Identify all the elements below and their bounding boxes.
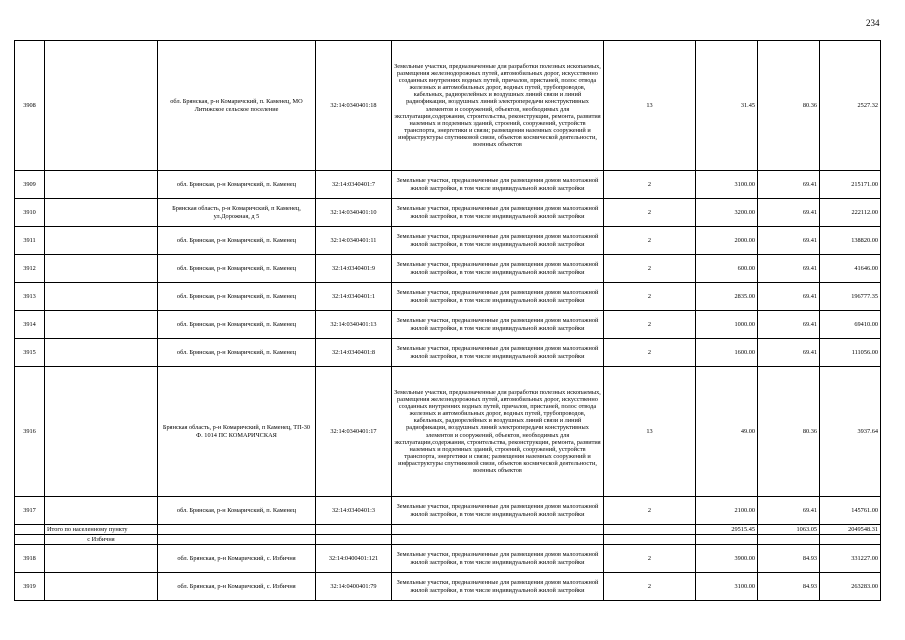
- row-group-code: 2: [604, 171, 696, 199]
- row-locality: [45, 199, 158, 227]
- row-rate: 69.41: [758, 199, 820, 227]
- table-row: [15, 41, 881, 171]
- row-cadastral-value: 215171.00: [820, 171, 881, 199]
- row-cadastral-value: 111056.00: [820, 339, 881, 367]
- row-number: 3908: [15, 41, 45, 171]
- row-area: 3200.00: [696, 199, 758, 227]
- row-area: 2100.00: [696, 497, 758, 525]
- row-rate: 69.41: [758, 497, 820, 525]
- table-row: [15, 283, 881, 311]
- row-land-use: Земельные участки, предназначенные для размещения домов малоэтажной жилой застройки, в том числе индивидуальной жилой застройки: [392, 497, 604, 525]
- row-locality: [45, 227, 158, 255]
- row-cadastral-value: 41646.00: [820, 255, 881, 283]
- table-row: [15, 339, 881, 367]
- row-cadastral-number: 32:14:0400401:121: [316, 545, 392, 573]
- row-area: 3100.00: [696, 171, 758, 199]
- row-rate: 69.41: [758, 339, 820, 367]
- row-address: обл. Брянская, р-н Комаричский, п. Каменец: [158, 339, 316, 367]
- row-land-use: Земельные участки, предназначенные для размещения домов малоэтажной жилой застройки, в том числе индивидуальной жилой застройки: [392, 311, 604, 339]
- row-address: обл. Брянская, р-н Комаричский, с. Избичня: [158, 545, 316, 573]
- row-land-use: Земельные участки, предназначенные для размещения домов малоэтажной жилой застройки, в том числе индивидуальной жилой застройки: [392, 171, 604, 199]
- row-cadastral-number: 32:14:0340401:18: [316, 41, 392, 171]
- row-cadastral-number: 32:14:0340401:7: [316, 171, 392, 199]
- row-rate: 69.41: [758, 227, 820, 255]
- row-group-code: 2: [604, 545, 696, 573]
- table-row: [15, 171, 881, 199]
- page-number: 234: [866, 18, 880, 28]
- row-locality: [45, 573, 158, 601]
- row-area: 1000.00: [696, 311, 758, 339]
- row-rate: 84.93: [758, 573, 820, 601]
- row-number: 3913: [15, 283, 45, 311]
- row-cadastral-value: 2527.32: [820, 41, 881, 171]
- row-land-use: Земельные участки, предназначенные для размещения домов малоэтажной жилой застройки, в том числе индивидуальной жилой застройки: [392, 199, 604, 227]
- row-address: обл. Брянская, р-н Комаричский, п. Каменец: [158, 497, 316, 525]
- table-row: [15, 367, 881, 497]
- row-cadastral-value: 138820.00: [820, 227, 881, 255]
- table-row: [15, 311, 881, 339]
- row-land-use: Земельные участки, предназначенные для размещения домов малоэтажной жилой застройки, в том числе индивидуальной жилой застройки: [392, 255, 604, 283]
- row-area: 2000.00: [696, 227, 758, 255]
- row-area: 2835.00: [696, 283, 758, 311]
- row-rate: 69.41: [758, 171, 820, 199]
- row-address: обл. Брянская, р-н Комаричский, п. Каменец: [158, 171, 316, 199]
- row-number: 3915: [15, 339, 45, 367]
- row-locality: [45, 255, 158, 283]
- row-cadastral-number: 32:14:0340401:3: [316, 497, 392, 525]
- subtotal-area: 29515.45: [696, 525, 758, 535]
- subtotal-rate: 1063.05: [758, 525, 820, 535]
- row-rate: 69.41: [758, 255, 820, 283]
- row-cadastral-number: 32:14:0340401:13: [316, 311, 392, 339]
- row-rate: 69.41: [758, 311, 820, 339]
- subtotal-label: Итого по населенному пункту: [45, 525, 158, 535]
- row-rate: 84.93: [758, 545, 820, 573]
- row-area: 3100.00: [696, 573, 758, 601]
- row-group-code: 2: [604, 339, 696, 367]
- row-cadastral-number: 32:14:0340401:9: [316, 255, 392, 283]
- table-row: [15, 255, 881, 283]
- row-cadastral-value: 145761.00: [820, 497, 881, 525]
- row-number: 3910: [15, 199, 45, 227]
- subtotal-value: 2049548.31: [820, 525, 881, 535]
- row-number: 3918: [15, 545, 45, 573]
- row-cadastral-value: 222112.00: [820, 199, 881, 227]
- row-group-code: 2: [604, 227, 696, 255]
- table-row: [15, 497, 881, 525]
- table-row: [15, 545, 881, 573]
- row-land-use: Земельные участки, предназначенные для размещения домов малоэтажной жилой застройки, в том числе индивидуальной жилой застройки: [392, 545, 604, 573]
- subtotal-row: [15, 525, 881, 535]
- row-locality: [45, 545, 158, 573]
- row-rate: 80.36: [758, 367, 820, 497]
- row-group-code: 2: [604, 283, 696, 311]
- row-address: обл. Брянская, р-н Комаричский, п. Каменец: [158, 227, 316, 255]
- row-group-code: 13: [604, 41, 696, 171]
- row-group-code: 2: [604, 497, 696, 525]
- row-number: 3919: [15, 573, 45, 601]
- row-rate: 80.36: [758, 41, 820, 171]
- row-address: обл. Брянская, р-н Комаричский, с. Избичня: [158, 573, 316, 601]
- row-group-code: 2: [604, 573, 696, 601]
- row-area: 600.00: [696, 255, 758, 283]
- row-cadastral-number: 32:14:0400401:79: [316, 573, 392, 601]
- table-row: [15, 199, 881, 227]
- row-locality: [45, 41, 158, 171]
- row-cadastral-number: 32:14:0340401:17: [316, 367, 392, 497]
- row-rate: 69.41: [758, 283, 820, 311]
- locality-name: с Избичня: [45, 535, 158, 545]
- row-area: 3900.00: [696, 545, 758, 573]
- row-group-code: 2: [604, 199, 696, 227]
- row-land-use: Земельные участки, предназначенные для размещения домов малоэтажной жилой застройки, в том числе индивидуальной жилой застройки: [392, 339, 604, 367]
- row-address: обл. Брянская, р-н Комаричский, п. Каменец: [158, 283, 316, 311]
- row-locality: [45, 367, 158, 497]
- row-cadastral-value: 263283.00: [820, 573, 881, 601]
- row-cadastral-number: 32:14:0340401:8: [316, 339, 392, 367]
- row-number: 3909: [15, 171, 45, 199]
- row-number: 3917: [15, 497, 45, 525]
- row-address: Брянская область, р-н Комаричский, п Каменец, ТП-30 Ф. 1014 ПС КОМАРИЧСКАЯ: [158, 367, 316, 497]
- row-number: 3912: [15, 255, 45, 283]
- row-land-use: Земельные участки, предназначенные для размещения домов малоэтажной жилой застройки, в том числе индивидуальной жилой застройки: [392, 283, 604, 311]
- table-row: [15, 227, 881, 255]
- row-area: 1600.00: [696, 339, 758, 367]
- row-locality: [45, 311, 158, 339]
- row-number: 3914: [15, 311, 45, 339]
- row-land-use: Земельные участки, предназначенные для разработки полезных ископаемых, размещения железнодорожных путей, автомобильных дорог, искусственно созданных внутренних водных путей, причалов, пристаней, полос отвода железных и автомобильных дорог, водных путей, трубопроводов, кабельных, радиорелейных и воздушных линий связи и линий радиофикации, воздушных линий электропередачи конструктивных элементов и сооружений, объектов, необходимых для эксплуатации,содержания, строительства, реконструкции, ремонта, развития наземных и подземных зданий, строений, сооружений, устройств транспорта, энергетики и связи; размещения наземных сооружений и инфраструктуры спутниковой связи, объектов космической деятельности, военных объектов: [392, 367, 604, 497]
- row-locality: [45, 171, 158, 199]
- row-address: Брянская область, р-н Комаричский, п Каменец, ул.Дорожная, д 5: [158, 199, 316, 227]
- locality-row: [15, 535, 881, 545]
- row-group-code: 13: [604, 367, 696, 497]
- row-area: 31.45: [696, 41, 758, 171]
- row-cadastral-number: 32:14:0340401:11: [316, 227, 392, 255]
- row-address: обл. Брянская, р-н Комаричский, п. Каменец, МО Литижское сельское поселение: [158, 41, 316, 171]
- table-row: [15, 573, 881, 601]
- row-cadastral-number: 32:14:0340401:10: [316, 199, 392, 227]
- row-cadastral-value: 331227.00: [820, 545, 881, 573]
- row-address: обл. Брянская, р-н Комаричский, п. Каменец: [158, 311, 316, 339]
- row-group-code: 2: [604, 311, 696, 339]
- row-locality: [45, 283, 158, 311]
- row-group-code: 2: [604, 255, 696, 283]
- row-land-use: Земельные участки, предназначенные для размещения домов малоэтажной жилой застройки, в том числе индивидуальной жилой застройки: [392, 227, 604, 255]
- row-cadastral-value: 69410.00: [820, 311, 881, 339]
- cadastral-table: [14, 40, 881, 601]
- row-land-use: Земельные участки, предназначенные для разработки полезных ископаемых, размещения железнодорожных путей, автомобильных дорог, искусственно созданных внутренних водных путей, причалов, пристаней, полос отвода железных и автомобильных дорог, водных путей, трубопроводов, кабельных, радиорелейных и воздушных линий связи и линий радиофикации, воздушных линий электропередачи конструктивных элементов и сооружений, объектов, необходимых для эксплуатации,содержания, строительства, реконструкции, ремонта, развития наземных и подземных зданий, строений, сооружений, устройств транспорта, энергетики и связи; размещения наземных сооружений и инфраструктуры спутниковой связи, объектов космической деятельности, военных объектов: [392, 41, 604, 171]
- row-cadastral-value: 3937.64: [820, 367, 881, 497]
- row-cadastral-number: 32:14:0340401:1: [316, 283, 392, 311]
- row-locality: [45, 497, 158, 525]
- row-address: обл. Брянская, р-н Комаричский, п. Каменец: [158, 255, 316, 283]
- row-land-use: Земельные участки, предназначенные для размещения домов малоэтажной жилой застройки, в том числе индивидуальной жилой застройки: [392, 573, 604, 601]
- row-number: 3911: [15, 227, 45, 255]
- row-cadastral-value: 196777.35: [820, 283, 881, 311]
- row-area: 49.00: [696, 367, 758, 497]
- row-locality: [45, 339, 158, 367]
- row-number: 3916: [15, 367, 45, 497]
